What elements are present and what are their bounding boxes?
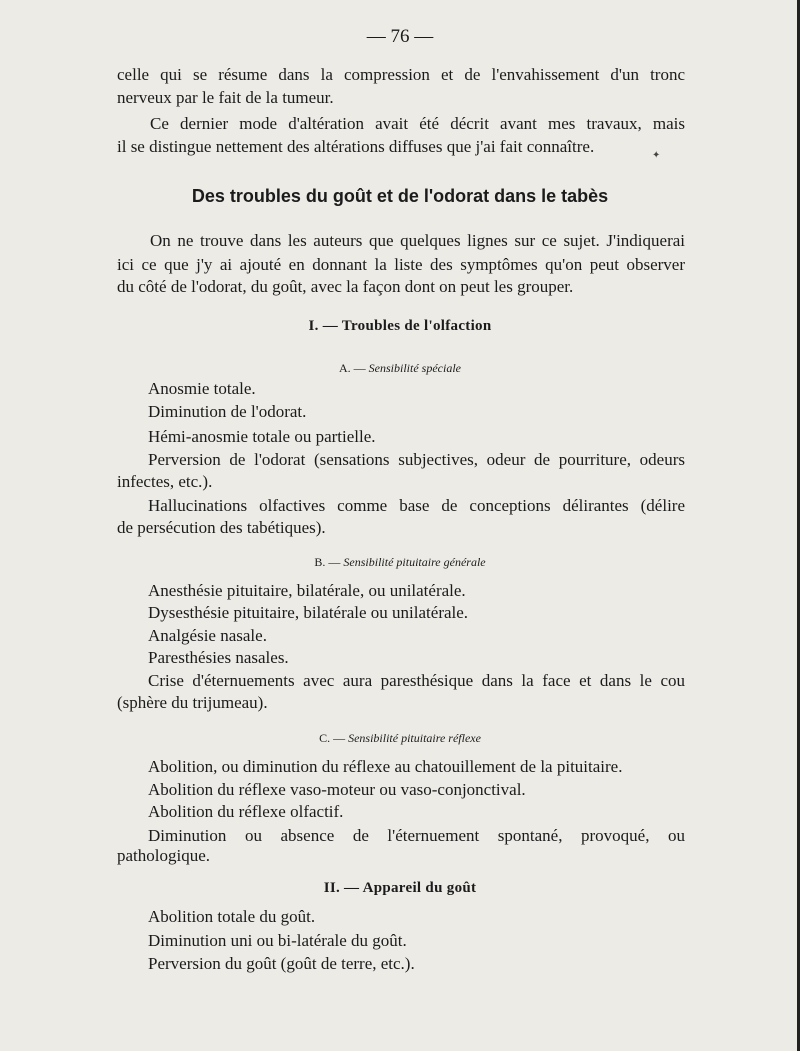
chapter-line: ici ce que j'y ai ajouté en donnant la liste des symptômes qu'on peut observer [117, 255, 685, 274]
list-item: Hallucinations olfactives comme base de conceptions délirantes (délire [148, 496, 685, 515]
chapter-line: On ne trouve dans les auteurs que quelques lignes sur ce sujet. J'indiquerai [150, 231, 685, 250]
list-item: Analgésie nasale. [148, 626, 267, 645]
list-item: Abolition totale du goût. [148, 907, 316, 926]
intro-line: il se distingue nettement des altérations diffuses que j'ai fait connaître. [117, 137, 595, 156]
list-item: Paresthésies nasales. [148, 648, 289, 667]
ink-mark: ✦ [652, 150, 661, 161]
section-a-heading [0, 361, 800, 376]
section-c-title: Sensibilité pituitaire réflexe [348, 731, 481, 745]
section-b-label: B. — [314, 555, 341, 569]
intro-line: celle qui se résume dans la compression et de l'envahissement d'un tronc [117, 65, 685, 84]
section-c-heading [0, 731, 800, 746]
list-item: Perversion de l'odorat (sensations subjectives, odeur de pourriture, odeurs [148, 450, 685, 469]
list-item-continued: pathologique. [117, 846, 211, 865]
section-a-title: Sensibilité spéciale [368, 361, 461, 375]
list-item: Diminution ou absence de l'éternuement spontané, provoqué, ou [148, 826, 685, 845]
intro-line: nerveux par le fait de la tumeur. [117, 88, 334, 107]
part2-title: II. — Appareil du goût [323, 880, 477, 896]
section-b-heading [0, 555, 800, 570]
list-item: Diminution uni ou bi-latérale du goût. [148, 931, 407, 950]
section-b-title: Sensibilité pituitaire générale [343, 555, 486, 569]
list-item: Crise d'éternuements avec aura paresthésique dans la face et dans le cou [148, 671, 685, 690]
section-c-label: C. — [319, 731, 346, 745]
list-item: Hémi-anosmie totale ou partielle. [148, 427, 376, 446]
list-item: Anosmie totale. [148, 379, 256, 398]
intro-line: Ce dernier mode d'altération avait été décrit avant mes travaux, mais [150, 114, 685, 133]
page-number: — 76 — [366, 26, 434, 47]
list-item: Perversion du goût (goût de terre, etc.). [148, 954, 415, 973]
list-item: Abolition, ou diminution du réflexe au chatouillement de la pituitaire. [148, 757, 623, 776]
list-item: Abolition du réflexe olfactif. [148, 802, 344, 821]
list-item: Abolition du réflexe vaso-moteur ou vaso-conjonctival. [148, 780, 526, 799]
chapter-line: du côté de l'odorat, du goût, avec la façon dont on peut les grouper. [117, 277, 574, 296]
part1-title: I. — Troubles de l'olfaction [308, 318, 492, 334]
list-item: Diminution de l'odorat. [148, 402, 307, 421]
section-a-label: A. — [339, 361, 366, 375]
list-item-continued: de persécution des tabétiques). [117, 518, 326, 537]
list-item-continued: infectes, etc.). [117, 472, 213, 491]
chapter-title: Des troubles du goût et de l'odorat dans le tabès [191, 186, 609, 206]
list-item: Dysesthésie pituitaire, bilatérale ou unilatérale. [148, 603, 469, 622]
list-item: Anesthésie pituitaire, bilatérale, ou unilatérale. [148, 581, 466, 600]
list-item-continued: (sphère du trijumeau). [117, 693, 268, 712]
